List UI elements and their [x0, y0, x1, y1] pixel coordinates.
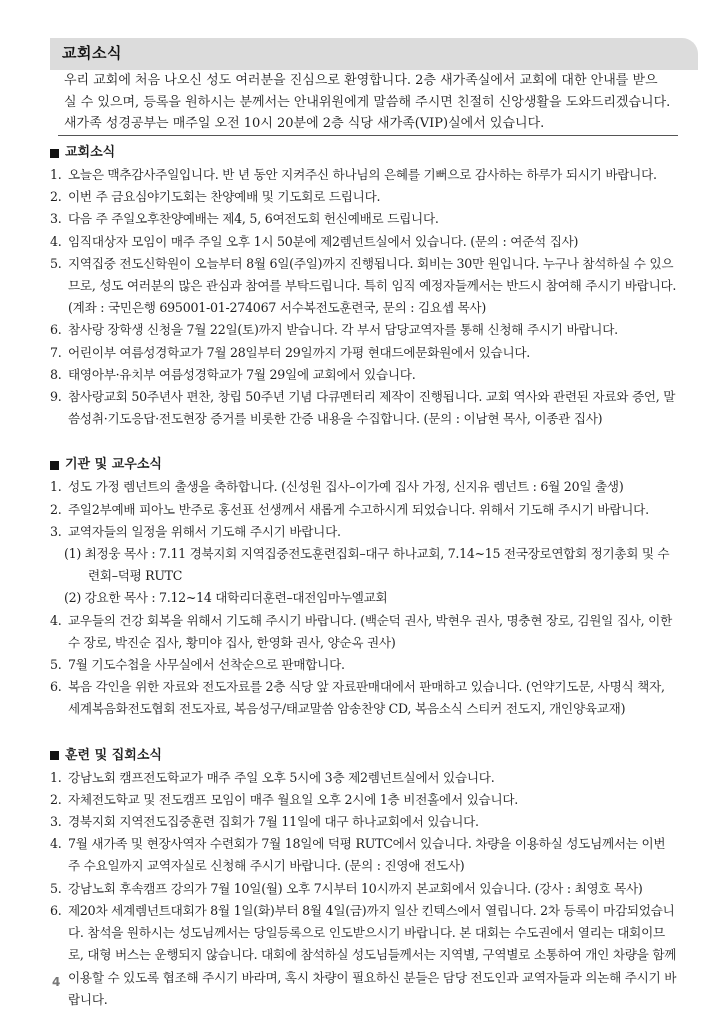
list-item: 1. 오늘은 맥추감사주일입니다. 반 년 동안 지켜주신 하나님의 은혜를 기뻐으로 감사하는 하루가 되시기 바랍니다.	[50, 167, 657, 182]
section-title: 교회소식	[65, 145, 116, 160]
item-list	[50, 164, 680, 430]
list-item: 6. 제20차 세계렘넌트대회가 8월 1일(화)부터 8월 4일(금)까지 일산 킨텍스에서 열립니다. 2차 등록이 마감되었습니다. 참석을 원하시는 성도님께서는 당일등록으로 인도받으시기 바랍니다. 본 대회는 수도권에서 열리는 대회이므로, 대형 버스는 운행되지 않습니다. 대회에 참석하실 성도님들께서는 지역별, 구역별로 소통하여 개인 차량을 함께 이용할 수 있도록 협조해 주시기 바라며, 혹시 차량이 필요하신 분들은 담당 전도인과 교역자들과 의논해 주시기 바랍니다.	[50, 902, 677, 1007]
welcome-line: 새가족 성경공부는 매주일 오전 10시 20분에 2층 식당 새가족(VIP)실에서 있습니다.	[64, 116, 545, 131]
sub-item: (2) 강요한 목사 : 7.12~14 대학리더훈련–대전임마누엘교회	[64, 590, 388, 606]
list-item: 3. 다음 주 주일오후찬양예배는 제4, 5, 6여전도회 헌신예배로 드립니다.	[50, 211, 439, 227]
square-bullet-icon	[50, 149, 59, 158]
header-bar	[50, 38, 698, 70]
welcome-line: 우리 교회에 처음 나오신 성도 여러분을 진심으로 환영합니다. 2층 새가족실에서 교회에 대한 안내를 받으	[64, 73, 658, 88]
list-item: 1. 성도 가정 렘넌트의 출생을 축하합니다. (신성원 집사–이가예 집사 가정, 신지유 렘넌트 : 6월 20일 출생)	[50, 479, 624, 495]
content	[50, 140, 680, 1011]
welcome-line: 실 수 있으며, 등록을 원하시는 분께서는 안내위원에게 말씀해 주시면 친절히 신앙생활을 도와드리겠습니다.	[64, 94, 671, 110]
list-item: 8. 태영아부·유치부 여름성경학교가 7월 29일에 교회에서 있습니다.	[50, 366, 416, 382]
section-member-news	[50, 454, 680, 720]
list-item: 5. 7월 기도수첩을 사무실에서 선착순으로 판매합니다.	[50, 657, 345, 673]
page-number: 4	[52, 975, 61, 989]
page-title: 교회소식	[62, 44, 122, 62]
list-item: 5. 지역집중 전도신학원이 오늘부터 8월 6일(주일)까지 진행됩니다. 회비는 30만 원입니다. 누구나 참석하실 수 있으므로, 성도 여러분의 많은 관심과 참여를 부탁드립니다. 특히 임직 예정자들께서는 반드시 참여해 주시기 바랍니다. (계좌 : 국민은행 695001-01-274067 서수복전도훈련국, 문의 : 김요셉 목사)	[50, 255, 677, 316]
list-item: 3. 경북지회 지역전도집중훈련 집회가 7월 11일에 대구 하나교회에서 있습니다.	[50, 814, 479, 830]
list-item: 6. 복음 각인을 위한 자료와 전도자료를 2층 식당 앞 자료판매대에서 판매하고 있습니다. (언약기도문, 사명식 책자, 세계복음화전도협회 전도자료, 복음성구/태교말씀 암송찬양 CD, 복음소식 스티커 전도지, 개인양육교재)	[50, 679, 665, 717]
divider	[58, 135, 678, 136]
list-item: 7. 어린이부 여름성경학교가 7월 28일부터 29일까지 가평 현대드에문화원에서 있습니다.	[50, 344, 531, 360]
list-item: 4. 교우들의 건강 회복을 위해서 기도해 주시기 바랍니다. (백순덕 권사, 박현우 권사, 명충현 장로, 김원일 집사, 이한수 장로, 박진순 집사, 황미야 집사, 한영화 권사, 양순옥 권사)	[50, 612, 673, 650]
section-church-news	[50, 142, 680, 430]
list-item: 1. 강남노회 캠프전도학교가 매주 주일 오후 5시에 3층 제2렘넌트실에서 있습니다.	[50, 769, 495, 785]
square-bullet-icon	[50, 751, 59, 760]
item-list	[50, 767, 680, 1011]
list-item: 2. 이번 주 금요심야기도회는 찬양예배 및 기도회로 드립니다.	[50, 189, 381, 205]
list-item: 2. 자체전도학교 및 전도캠프 모임이 매주 월요일 오후 2시에 1층 비전홀에서 있습니다.	[50, 791, 519, 807]
list-item: 4. 7월 새가족 및 현장사역자 수련회가 7월 18일에 덕평 RUTC에서 있습니다. 차량을 이용하실 성도님께서는 이번 주 수요일까지 교역자실로 신청해 주시기 바랍니다. (문의 : 진영애 전도사)	[50, 836, 666, 874]
welcome-box	[58, 70, 684, 139]
section-title: 훈련 및 집회소식	[65, 747, 162, 763]
section-training-news	[50, 745, 680, 1011]
list-item: 5. 강남노회 후속캠프 강의가 7월 10일(월) 오후 7시부터 10시까지 본교회에서 있습니다. (강사 : 최영호 목사)	[50, 880, 643, 896]
section-title: 기관 및 교우소식	[65, 457, 162, 473]
list-item: 4. 임직대상자 모임이 매주 주일 오후 1시 50분에 제2렘넌트실에서 있습니다. (문의 : 여준석 집사)	[50, 233, 579, 249]
list-item: 9. 참사랑교회 50주년사 편찬, 창립 50주년 기념 다큐멘터리 제작이 진행됩니다. 교회 역사와 관련된 자료와 증언, 말씀성취·기도응답·전도현장 증거를 비롯한 간증 내용을 수집합니다. (문의 : 이남현 목사, 이종관 집사)	[50, 389, 676, 427]
list-item: 3. 교역자들의 일정을 위해서 기도해 주시기 바랍니다.	[50, 523, 341, 539]
list-item: 6. 참사랑 장학생 신청을 7월 22일(토)까지 받습니다. 각 부서 담당교역자를 통해 신청해 주시기 바랍니다.	[50, 322, 618, 338]
square-bullet-icon	[50, 461, 59, 470]
item-list	[50, 476, 680, 720]
list-item: 2. 주일2부예배 피아노 반주로 홍선표 선생께서 새롭게 수고하시게 되었습니다. 위해서 기도해 주시기 바랍니다.	[50, 501, 649, 517]
sub-item: (1) 최정웅 목사 : 7.11 경북지회 지역집중전도훈련집회–대구 하나교회, 7.14~15 전국장로연합회 정기총회 및 수련회–덕평 RUTC	[64, 546, 670, 584]
